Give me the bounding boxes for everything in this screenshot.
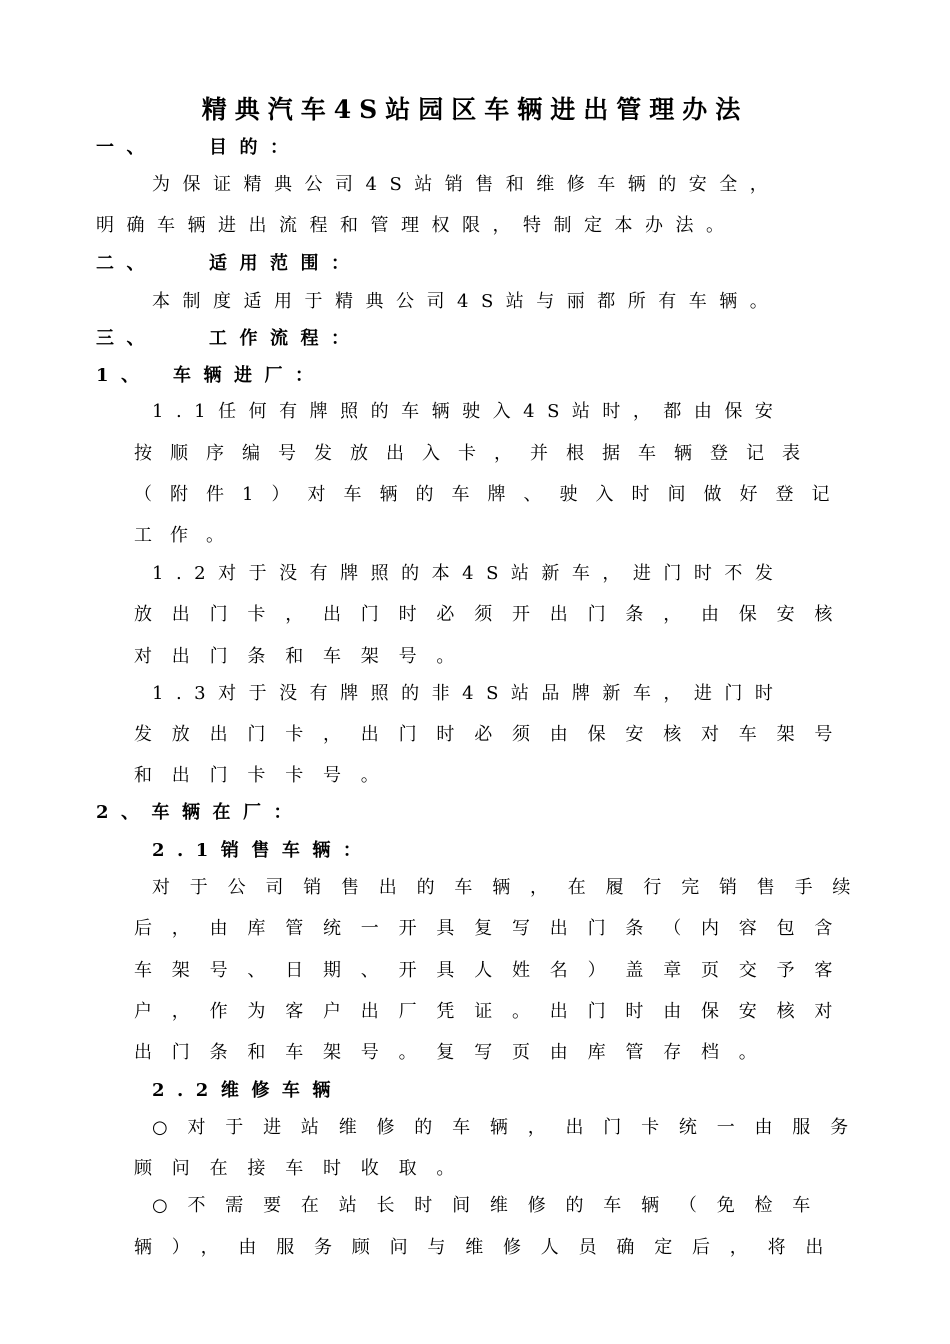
section-1-line-1: 为保证精典公司4S站销售和维修车辆的安全， bbox=[152, 174, 781, 195]
step-1-3-line-2: 发放出门卡，出门时必须由保安核对车架号 bbox=[134, 724, 853, 745]
step-1-1-line-3: （附件1）对车辆的车牌、驶入时间做好登记 bbox=[134, 484, 848, 505]
step-1-3-line-3: 和出门卡卡号。 bbox=[134, 765, 399, 786]
step-2-1-line-1: 对于公司销售出的车辆，在履行完销售手续 bbox=[152, 877, 871, 898]
step-2-1-line-5: 出门条和车架号。复写页由库管存档。 bbox=[134, 1042, 777, 1063]
step-2-2-line-2: 顾问在接车时收取。 bbox=[134, 1158, 475, 1179]
step-2-1-line-3: 车架号、日期、开具人姓名）盖章页交予客 bbox=[134, 960, 853, 981]
document-title: 精典汽车4S站园区车辆进出管理办法 bbox=[201, 95, 749, 124]
step-2-1-line-4: 户，作为客户出厂凭证。出门时由保安核对 bbox=[134, 1001, 853, 1022]
step-1-1-line-4: 工作。 bbox=[134, 525, 242, 546]
step-1-1-line-1: 1.1任何有牌照的车辆驶入4S站时，都由保安 bbox=[152, 401, 786, 422]
step-2-1-heading: 2.1销售车辆： bbox=[152, 840, 374, 861]
step-2-2-line-3: ○不需要在站长时间维修的车辆（免检车 bbox=[152, 1195, 831, 1216]
step-2-2-line-1: ○对于进站维修的车辆，出门卡统一由服务 bbox=[152, 1117, 868, 1138]
step-1-1-line-2: 按顺序编号发放出入卡，并根据车辆登记表 bbox=[134, 443, 818, 464]
section-3-heading: 三、 工作流程： bbox=[96, 328, 362, 349]
section-1-line-2: 明确车辆进出流程和管理权限，特制定本办法。 bbox=[96, 215, 737, 236]
step-2-2-heading: 2.2维修车辆 bbox=[152, 1080, 343, 1101]
step-1-3-line-1: 1.3对于没有牌照的非4S站品牌新车，进门时 bbox=[152, 683, 786, 704]
step-2-heading: 2、车辆在厂： bbox=[96, 802, 305, 823]
section-1-heading: 一、 目的： bbox=[96, 137, 301, 158]
section-2-line-1: 本制度适用于精典公司4S站与丽都所有车辆。 bbox=[152, 291, 781, 312]
step-1-heading: 1、 车辆进厂： bbox=[96, 365, 326, 386]
step-1-2-line-1: 1.2对于没有牌照的本4S站新车，进门时不发 bbox=[152, 563, 786, 584]
step-2-2-line-4: 辆），由服务顾问与维修人员确定后，将出 bbox=[134, 1237, 844, 1258]
section-2-heading: 二、 适用范围： bbox=[96, 253, 362, 274]
step-1-2-line-2: 放出门卡，出门时必须开出门条，由保安核 bbox=[134, 604, 853, 625]
step-2-1-line-2: 后，由库管统一开具复写出门条（内容包含 bbox=[134, 918, 853, 939]
step-1-2-line-3: 对出门条和车架号。 bbox=[134, 646, 475, 667]
